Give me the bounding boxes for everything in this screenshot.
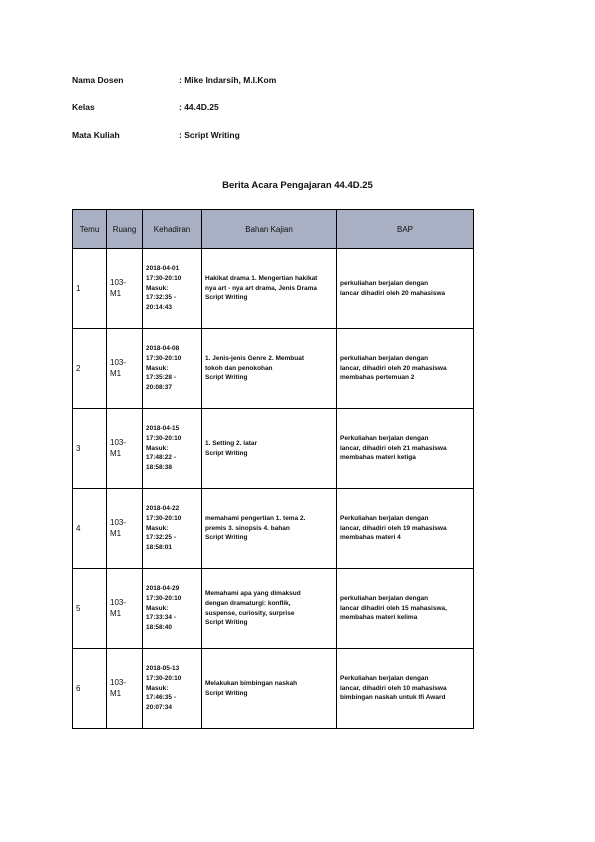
cell-bahan: Melakukan bimbingan naskah Script Writing (202, 649, 337, 729)
cell-temu: 2 (73, 329, 107, 409)
header-ruang: Ruang (107, 210, 143, 249)
cell-temu: 5 (73, 569, 107, 649)
header-bap: BAP (337, 210, 474, 249)
cell-temu: 3 (73, 409, 107, 489)
table-header-row (73, 210, 474, 249)
cell-bahan: Hakikat drama 1. Mengertian hakikat nya art - nya art drama, Jenis Drama Script Writing (202, 249, 337, 329)
class-label: Kelas (72, 102, 95, 112)
cell-bap: Perkuliahan berjalan dengan lancar, dihadiri oleh 19 mahasiswa membahas materi 4 (337, 489, 474, 569)
cell-kehadiran: 2018-04-15 17:30-20:10 Masuk: 17:48:22 - 18:58:38 (143, 409, 202, 489)
cell-ruang: 103- M1 (107, 569, 143, 649)
teaching-record-table (72, 209, 474, 729)
cell-bahan: Memahami apa yang dimaksud dengan dramaturgi: konflik, suspense, curiosity, surprise Script Writing (202, 569, 337, 649)
table-row (73, 489, 474, 569)
header-kehadiran: Kehadiran (143, 210, 202, 249)
table-row (73, 329, 474, 409)
cell-kehadiran: 2018-04-22 17:30-20:10 Masuk: 17:32:25 - 18:58:01 (143, 489, 202, 569)
cell-bap: perkuliahan berjalan dengan lancar dihadiri oleh 15 mahasiswa, membahas materi kelima (337, 569, 474, 649)
cell-kehadiran: 2018-04-01 17:30-20:10 Masuk: 17:32:35 - 20:14:43 (143, 249, 202, 329)
lecturer-value: : Mike Indarsih, M.I.Kom (179, 75, 277, 85)
cell-bahan: memahami pengertian 1. tema 2. premis 3. sinopsis 4. bahan Script Writing (202, 489, 337, 569)
header-bahan-kajian: Bahan Kajian (202, 210, 337, 249)
cell-bap: perkuliahan berjalan dengan lancar, dihadiri oleh 20 mahasiswa membahas pertemuan 2 (337, 329, 474, 409)
cell-ruang: 103- M1 (107, 489, 143, 569)
cell-temu: 6 (73, 649, 107, 729)
cell-temu: 4 (73, 489, 107, 569)
cell-bap: perkuliahan berjalan dengan lancar dihadiri oleh 20 mahasiswa (337, 249, 474, 329)
table-row (73, 649, 474, 729)
cell-ruang: 103- M1 (107, 249, 143, 329)
course-value: : Script Writing (179, 130, 240, 140)
lecturer-label: Nama Dosen (72, 75, 124, 85)
cell-kehadiran: 2018-04-08 17:30-20:10 Masuk: 17:35:28 - 20:08:37 (143, 329, 202, 409)
document-title: Berita Acara Pengajaran 44.4D.25 (222, 180, 373, 191)
cell-bahan: 1. Jenis-jenis Genre 2. Membuat tokoh dan penokohan Script Writing (202, 329, 337, 409)
cell-kehadiran: 2018-04-29 17:30-20:10 Masuk: 17:33:34 - 18:58:40 (143, 569, 202, 649)
cell-bahan: 1. Setting 2. latar Script Writing (202, 409, 337, 489)
course-label: Mata Kuliah (72, 130, 120, 140)
class-value: : 44.4D.25 (179, 102, 219, 112)
cell-ruang: 103- M1 (107, 649, 143, 729)
cell-ruang: 103- M1 (107, 409, 143, 489)
table-row (73, 409, 474, 489)
table-row (73, 569, 474, 649)
cell-kehadiran: 2018-05-13 17:30-20:10 Masuk: 17:46:35 - 20:07:34 (143, 649, 202, 729)
table-row (73, 249, 474, 329)
cell-bap: Perkuliahan berjalan dengan lancar, dihadiri oleh 21 mahasiswa membahas materi ketiga (337, 409, 474, 489)
header-temu: Temu (73, 210, 107, 249)
cell-bap: Perkuliahan berjalan dengan lancar, dihadiri oleh 10 mahasiswa bimbingan naskah untuk Ifi Award (337, 649, 474, 729)
cell-ruang: 103- M1 (107, 329, 143, 409)
cell-temu: 1 (73, 249, 107, 329)
